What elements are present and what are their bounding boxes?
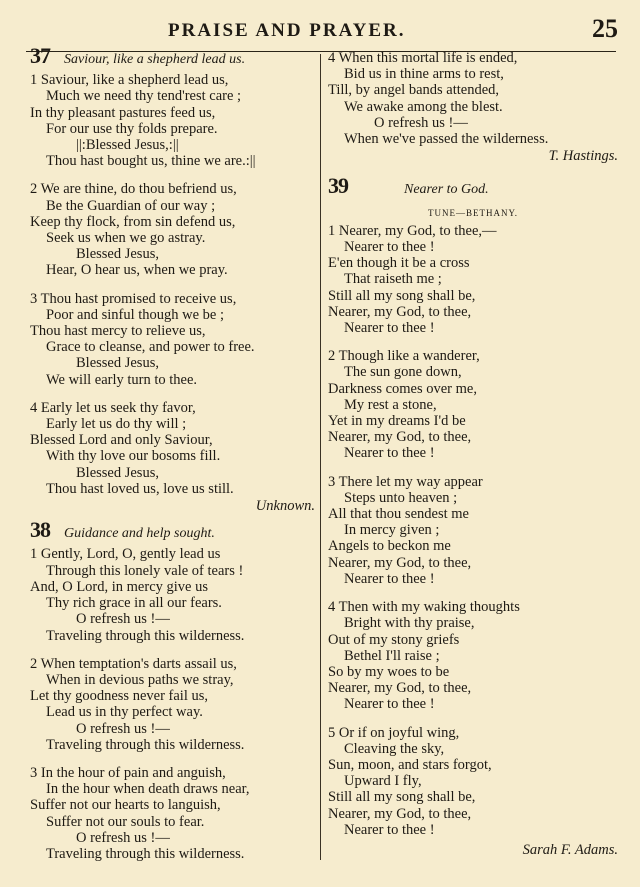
verse-line: 5 Or if on joyful wing, [328, 724, 460, 741]
verse-line: Nearer to thee ! [344, 445, 435, 462]
stanza-1 [30, 546, 315, 643]
stanza-3 [328, 474, 618, 587]
verse-line: Nearer, my God, to thee, [328, 805, 472, 822]
verse-line: Seek us when we go astray. [46, 230, 206, 247]
verse-line: Much we need thy tend'rest care ; [46, 88, 242, 105]
refrain-line: Thou hast bought us, thine we are.:|| [46, 153, 256, 170]
verse-line: Bid us in thine arms to rest, [344, 66, 504, 83]
verse-line: Lead us in thy perfect way. [46, 704, 203, 721]
verse-line: Nearer, my God, to thee, [328, 429, 472, 446]
verse-line: Out of my stony griefs [328, 631, 460, 648]
verse-line: In mercy given ; [344, 522, 440, 539]
refrain-line: Blessed Jesus, [76, 246, 159, 263]
stanza-5 [328, 725, 618, 838]
stanza-4 [328, 599, 618, 712]
verse-line: And, O Lord, in mercy give us [30, 578, 208, 595]
page-number: 25 [592, 14, 618, 43]
verse-line: Nearer to thee ! [344, 570, 435, 587]
verse-line: Still all my song shall be, [328, 287, 476, 304]
hymn-title: Guidance and help sought. [64, 526, 215, 542]
verse-line: Blessed Lord and only Saviour, [30, 432, 213, 449]
refrain-line: O refresh us !— [76, 829, 170, 846]
verse-line: 3 There let my way appear [328, 473, 483, 490]
verse-line: Early let us do thy will ; [46, 416, 187, 433]
verse-line: Yet in my dreams I'd be [328, 413, 466, 430]
verse-line: 4 When this mortal life is ended, [328, 50, 518, 66]
hymn-title: Nearer to God. [404, 182, 489, 198]
verse-line: Thy rich grace in all our fears. [46, 595, 222, 612]
verse-line: Bright with thy praise, [344, 615, 475, 632]
hymn-title: Saviour, like a shepherd lead us. [64, 52, 246, 67]
stanza-2 [30, 656, 315, 753]
hymn-author: Sarah F. Adams. [522, 841, 618, 858]
verse-line: Suffer not our hearts to languish, [30, 797, 221, 814]
verse-line: 2 We are thine, do thou befriend us, [30, 181, 237, 198]
verse-line: 4 Early let us seek thy favor, [30, 399, 196, 416]
verse-line: Nearer, my God, to thee, [328, 303, 472, 320]
verse-line: Angels to beckon me [328, 538, 451, 555]
stanza-2 [328, 348, 618, 461]
verse-line: Nearer, my God, to thee, [328, 554, 472, 571]
verse-line: Suffer not our souls to fear. [46, 813, 205, 830]
verse-line: E'en though it be a cross [328, 255, 470, 272]
left-column [30, 43, 315, 862]
stanza-3 [30, 291, 315, 388]
stanza-1 [30, 72, 315, 169]
hymn-38-stanza-4 [328, 50, 618, 147]
verse-line: Till, by angel bands attended, [328, 82, 500, 99]
column-divider [320, 54, 321, 860]
verse-line: 3 In the hour of pain and anguish, [30, 764, 226, 781]
refrain-line: Traveling through this wilderness. [46, 627, 245, 644]
verse-line: In thy pleasant pastures feed us, [30, 104, 216, 121]
verse-line: All that thou sendest me [328, 506, 469, 523]
refrain-line: Blessed Jesus, [76, 464, 159, 481]
verse-line: Nearer to thee ! [344, 320, 435, 337]
hymn-heading [30, 517, 315, 543]
verse-line: Through this lonely vale of tears ! [46, 562, 244, 579]
verse-line: Steps unto heaven ; [344, 489, 458, 506]
stanza-1 [328, 223, 618, 336]
verse-line: 2 Though like a wanderer, [328, 348, 480, 365]
refrain-line: Blessed Jesus, [76, 355, 159, 372]
verse-line: That raiseth me ; [344, 271, 442, 288]
verse-line: 4 Then with my waking thoughts [328, 599, 520, 616]
verse-line: My rest a stone, [344, 396, 437, 413]
refrain-line: O refresh us !— [374, 114, 468, 131]
verse-line: 1 Gently, Lord, O, gently lead us [30, 546, 221, 563]
verse-line: Nearer, my God, to thee, [328, 680, 472, 697]
verse-line: Still all my song shall be, [328, 789, 476, 806]
verse-line: Nearer to thee ! [344, 239, 435, 256]
refrain-line: We will early turn to thee. [46, 371, 198, 388]
hymn-number: 38 [30, 517, 50, 543]
verse-line: Upward I fly, [344, 773, 422, 790]
verse-line: Bethel I'll raise ; [344, 647, 440, 664]
verse-line: Be the Guardian of our way ; [46, 197, 216, 214]
refrain-line: Traveling through this wilderness. [46, 736, 245, 753]
verse-line: When in devious paths we stray, [46, 671, 234, 688]
verse-line: For our use thy folds prepare. [46, 120, 218, 137]
hymn-author: Unknown. [255, 498, 315, 515]
hymn-37 [30, 43, 315, 515]
stanza-4 [30, 400, 315, 497]
verse-line: Nearer to thee ! [344, 696, 435, 713]
refrain-line: O refresh us !— [76, 720, 170, 737]
stanza-2 [30, 181, 315, 278]
verse-line: Thou hast mercy to relieve us, [30, 323, 206, 340]
hymn-number: 37 [30, 43, 50, 68]
page-header [0, 14, 640, 50]
verse-line: 2 When temptation's darts assail us, [30, 655, 237, 672]
verse-line: Poor and sinful though we be ; [46, 306, 225, 323]
verse-line: 3 Thou hast promised to receive us, [30, 290, 237, 307]
refrain-line: O refresh us !— [76, 611, 170, 628]
hymn-heading [328, 173, 618, 199]
refrain-line: Traveling through this wilderness. [46, 845, 245, 862]
hymn-heading [30, 43, 315, 68]
verse-line: With thy love our bosoms fill. [46, 448, 221, 465]
verse-line: Cleaving the sky, [344, 740, 445, 757]
hymn-author: T. Hastings. [548, 148, 618, 165]
refrain-line: Hear, O hear us, when we pray. [46, 262, 228, 279]
hymn-39 [328, 173, 618, 858]
right-column [328, 48, 618, 858]
tune-name: TUNE—BETHANY. [427, 207, 519, 218]
refrain-line: Thou hast loved us, love us still. [46, 480, 234, 497]
refrain-line: When we've passed the wilderness. [344, 131, 549, 148]
verse-line: 1 Saviour, like a shepherd lead us, [30, 72, 229, 89]
stanza-3 [30, 765, 315, 862]
verse-line: The sun gone down, [344, 364, 462, 381]
verse-line: In the hour when death draws near, [46, 781, 250, 798]
verse-line: Grace to cleanse, and power to free. [46, 339, 255, 356]
hymn-number: 39 [328, 173, 348, 199]
running-title: PRAISE AND PRAYER. [168, 20, 406, 41]
refrain-line: ||:Blessed Jesus,:|| [76, 137, 179, 154]
verse-line: We awake among the blest. [344, 98, 503, 115]
verse-line: Nearer to thee ! [344, 821, 435, 838]
verse-line: Sun, moon, and stars forgot, [328, 756, 492, 773]
verse-line: Darkness comes over me, [328, 380, 477, 397]
verse-line: So by my woes to be [328, 663, 450, 680]
verse-line: 1 Nearer, my God, to thee,— [328, 222, 497, 239]
hymn-38 [30, 517, 315, 862]
verse-line: Let thy goodness never fail us, [30, 688, 208, 705]
verse-line: Keep thy flock, from sin defend us, [30, 213, 236, 230]
